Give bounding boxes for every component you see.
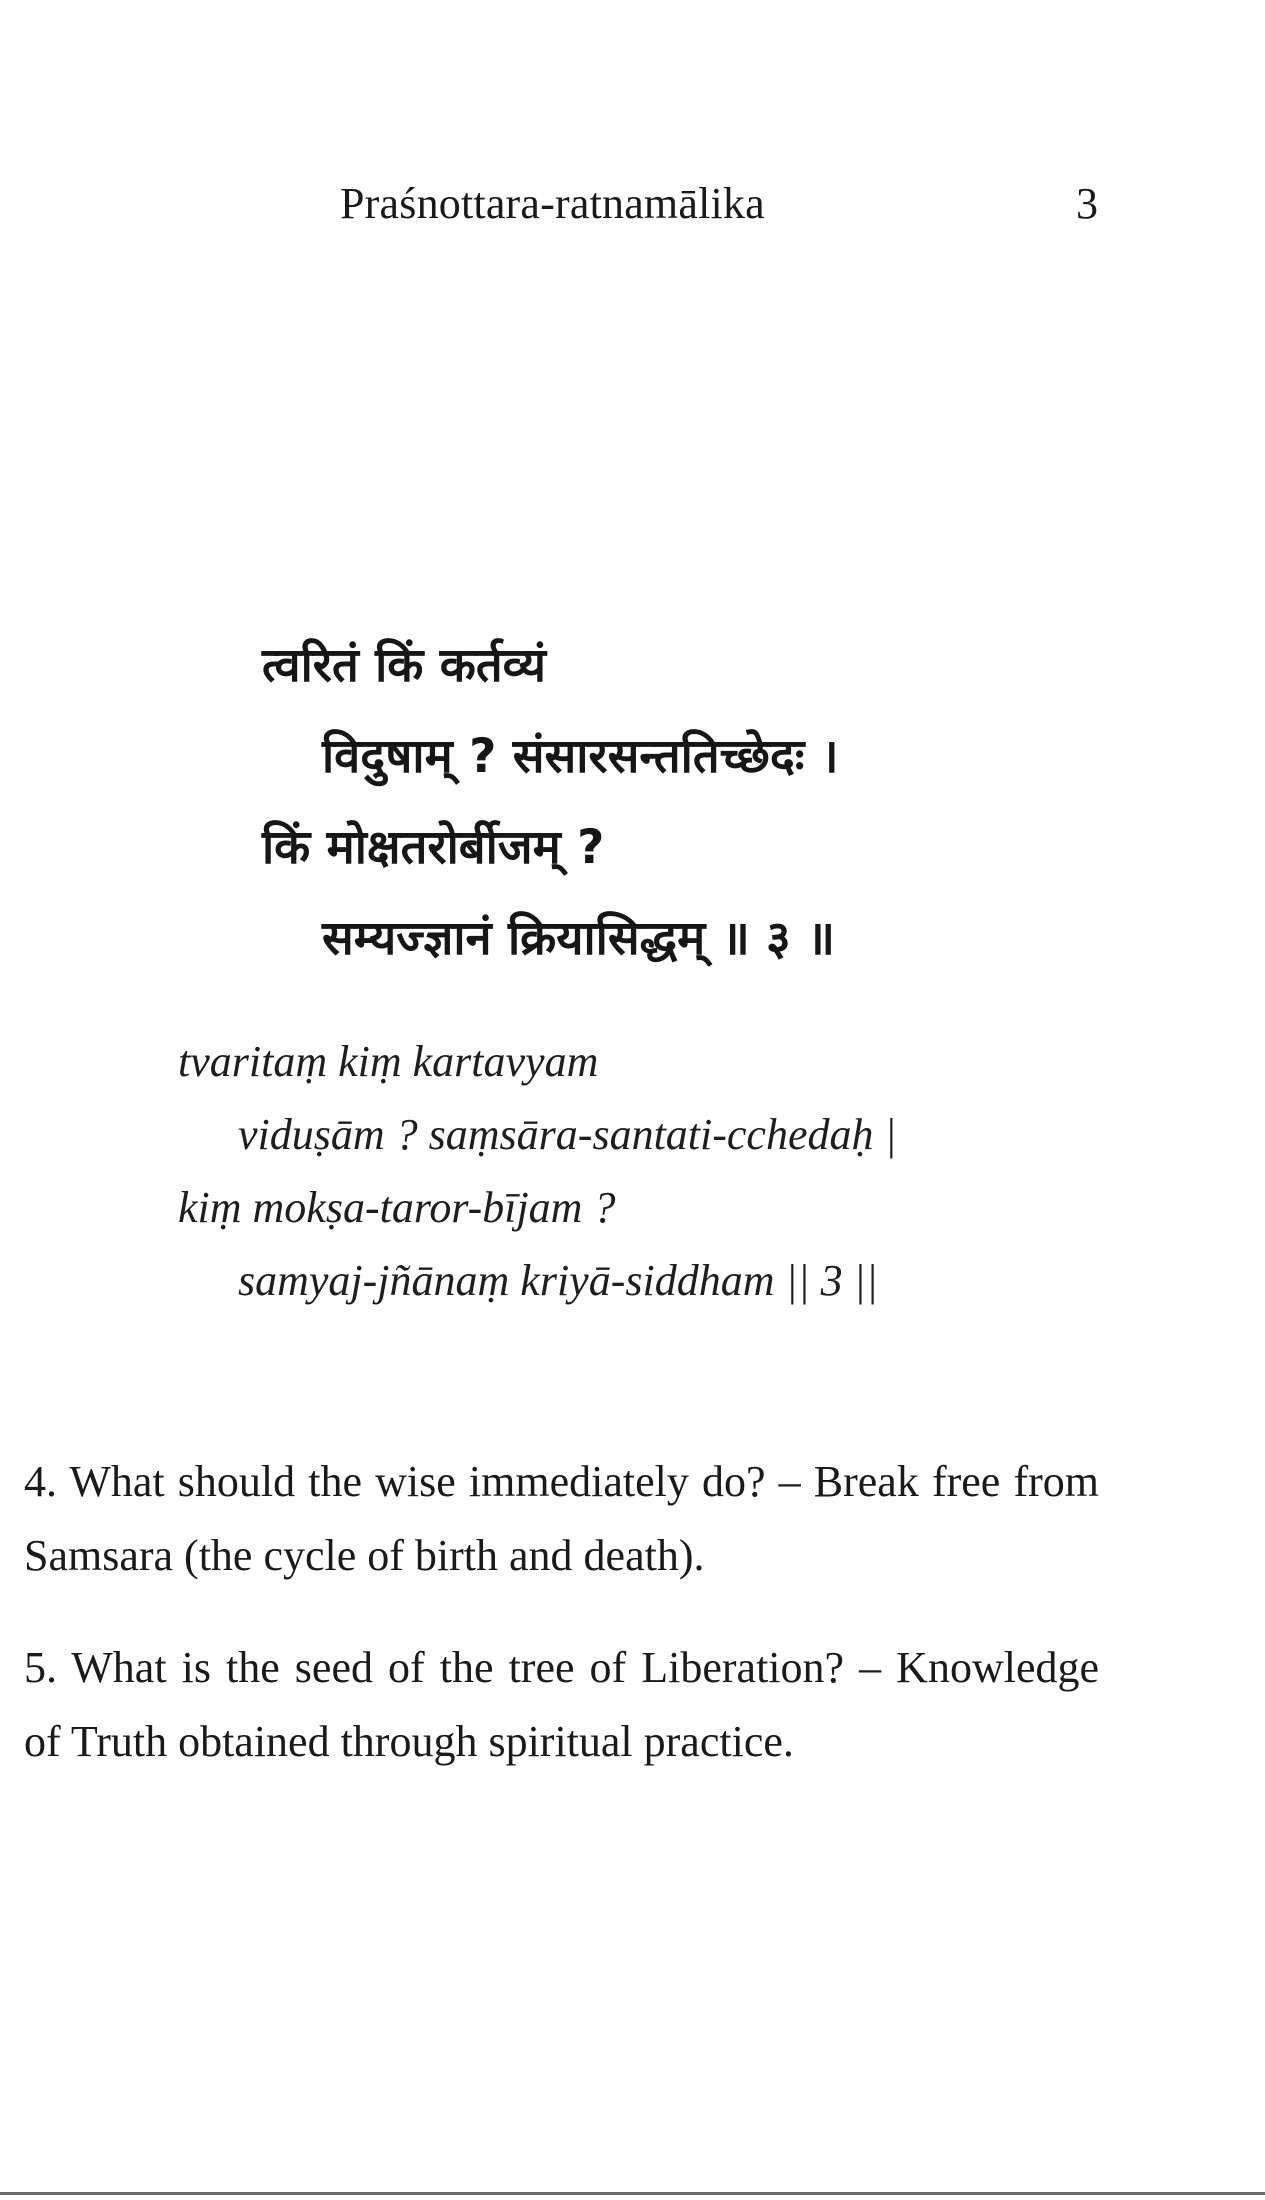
transliteration-verse — [178, 1025, 1178, 1317]
translation-paragraph-4: 4. What should the wise immediately do? – Break free from Samsara (the cycle of birth and death). — [24, 1457, 1099, 1580]
translation-block — [24, 1445, 1099, 1817]
transliteration-line-4: samyaj-jñānaṃ kriyā-siddham || 3 || — [238, 1256, 878, 1305]
transliteration-line-2: viduṣām ? saṃsāra-santati-cchedaḥ | — [238, 1110, 897, 1159]
devanagari-line-4: सम्यज्ज्ञानं क्रियासिद्धम् ॥ ३ ॥ — [322, 911, 836, 966]
devanagari-line-3: किं मोक्षतरोर्बीजम् ? — [262, 820, 605, 875]
devanagari-verse — [262, 620, 1162, 984]
running-header — [0, 178, 1265, 238]
page-number: 3 — [1076, 179, 1098, 228]
translation-paragraph-5: 5. What is the seed of the tree of Liberation? – Knowledge of Truth obtained through spiritual practice. — [24, 1643, 1099, 1766]
devanagari-line-1: त्वरितं किं कर्तव्यं — [262, 638, 546, 693]
page-bottom-edge — [0, 2192, 1265, 2195]
transliteration-line-1: tvaritaṃ kiṃ kartavyam — [178, 1037, 599, 1086]
running-title: Praśnottara-ratnamālika — [340, 179, 765, 228]
devanagari-line-2: विदुषाम् ? संसारसन्ततिच्छेदः । — [322, 729, 839, 784]
transliteration-line-3: kiṃ mokṣa-taror-bījam ? — [178, 1183, 616, 1232]
